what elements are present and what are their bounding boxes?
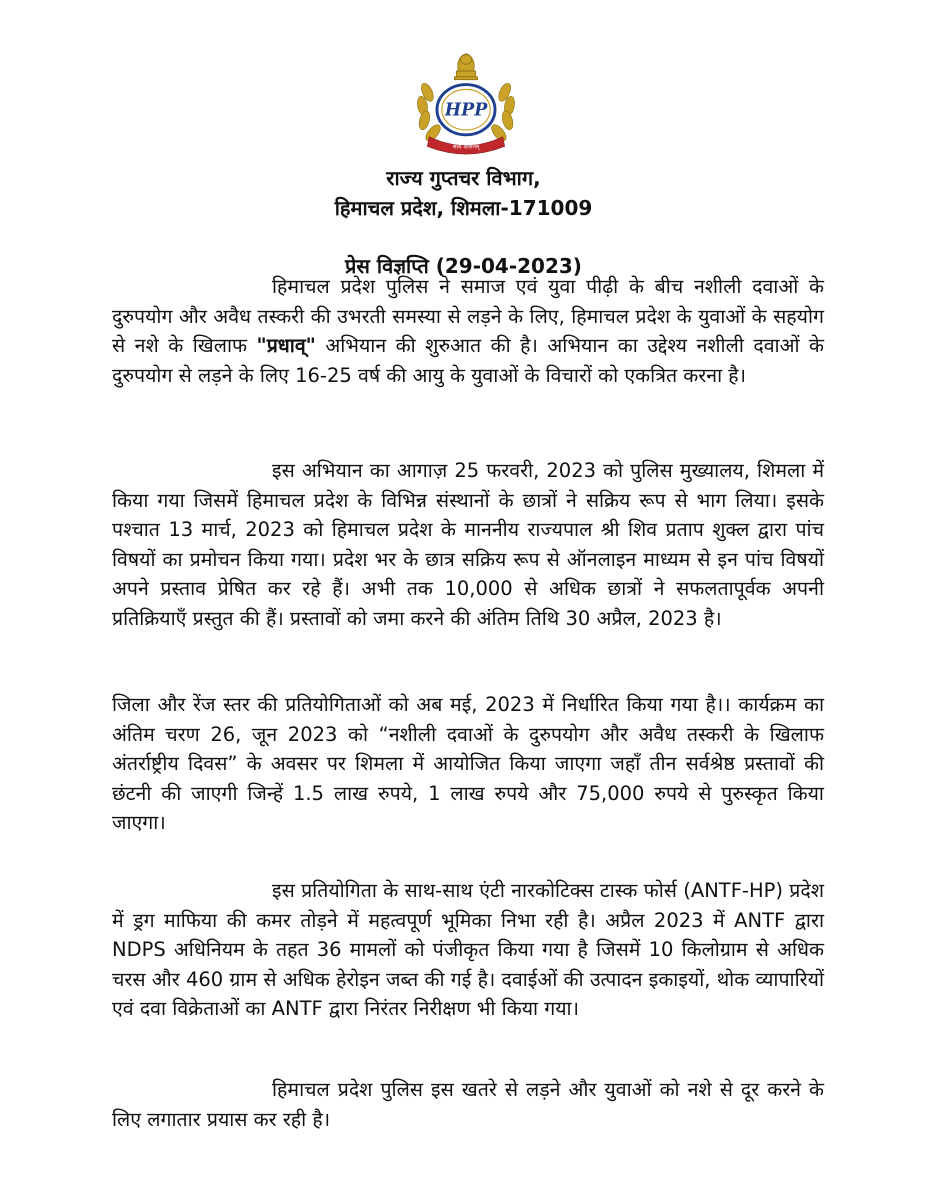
svg-text:सत्यं शासनम्: सत्यं शासनम् <box>452 144 480 151</box>
paragraph-1 <box>112 272 824 390</box>
hpp-monogram: HPP <box>444 100 488 121</box>
campaign-name: "प्रधाव्" <box>256 334 316 357</box>
paragraph-1-text: हिमाचल प्रदेश पुलिस ने समाज एवं युवा पीढ़ी के बीच नशीली दवाओं के दुरुपयोग और अवैध तस्करी की उभरती समस्या से लड़ने के लिए, हिमाचल प्रदेश के युवाओं के सहयोग से नशे के खिलाफ <box>112 275 824 357</box>
hp-police-emblem <box>408 42 524 158</box>
department-name: राज्य गुप्तचर विभाग, <box>386 166 541 190</box>
paragraph-2 <box>112 456 824 633</box>
paragraph-3-text: जिला और रेंज स्तर की प्रतियोगिताओं को अब मई, 2023 में निर्धारित किया गया है।। कार्यक्रम का अंतिम चरण 26, जून 2023 को “नशीली दवाओं के दुरुपयोग और अवैध तस्करी के खिलाफ अंतर्राष्ट्रीय दिवस” के अवसर पर शिमला में आयोजित किया जाएगा जहाँ तीन सर्वश्रेष्ठ प्रस्तावों की छंटनी की जाएगी जिन्हें 1.5 लाख रुपये, 1 लाख रुपये और 75,000 रुपये से पुरुस्कृत किया जाएगा। <box>112 693 824 834</box>
department-address: हिमाचल प्रदेश, शिमला-171009 <box>334 196 593 220</box>
paragraph-1-text-cont: अभियान की शुरुआत की है। अभियान का उद्देश्य नशीली दवाओं के दुरुपयोग से लड़ने के लिए 16-25 वर्ष की आयु के युवाओं के विचारों को एकत्रित करना है। <box>112 334 825 387</box>
paragraph-3 <box>112 690 824 838</box>
paragraph-5 <box>112 1075 824 1134</box>
press-release-title: प्रेस विज्ञप्ति (29-04-2023) <box>345 254 582 278</box>
paragraph-4 <box>112 876 824 1024</box>
paragraph-4-text: इस प्रतियोगिता के साथ-साथ एंटी नारकोटिक्स टास्क फोर्स (ANTF-HP) प्रदेश में ड्रग माफिया की कमर तोड़ने में महत्वपूर्ण भूमिका निभा रही है। अप्रैल 2023 में ANTF द्वारा NDPS अधिनियम के तहत 36 मामलों को पंजीकृत किया गया है जिसमें 10 किलोग्राम से अधिक चरस और 460 ग्राम से अधिक हेरोइन जब्त की गई है। दवाईओं की उत्पादन इकाइयों, थोक व्यापारियों एवं दवा विक्रेताओं का ANTF द्वारा निरंतर निरीक्षण भी किया गया। <box>112 879 824 1020</box>
lion-capital-icon <box>454 54 477 80</box>
paragraph-5-text: हिमाचल प्रदेश पुलिस इस खतरे से लड़ने और युवाओं को नशे से दूर करने के लिए लगातार प्रयास कर रही है। <box>112 1078 824 1131</box>
paragraph-2-text: इस अभियान का आगाज़ 25 फरवरी, 2023 को पुलिस मुख्यालय, शिमला में किया गया जिसमें हिमाचल प्रदेश के विभिन्न संस्थानों के छात्रों ने सक्रिय रूप से भाग लिया। इसके पश्चात 13 मार्च, 2023 को हिमाचल प्रदेश के माननीय राज्यपाल श्री शिव प्रताप शुक्ल द्वारा पांच विषयों का प्रमोचन किया गया। प्रदेश भर के छात्र सक्रिय रूप से ऑनलाइन माध्यम से इन पांच विषयों अपने प्रस्ताव प्रेषित कर रहे हैं। अभी तक 10,000 से अधिक छात्रों ने सफलतापूर्वक अपनी प्रतिक्रियाएँ प्रस्तुत की हैं। प्रस्तावों को जमा करने की अंतिम तिथि 30 अप्रैल, 2023 है। <box>112 459 824 630</box>
